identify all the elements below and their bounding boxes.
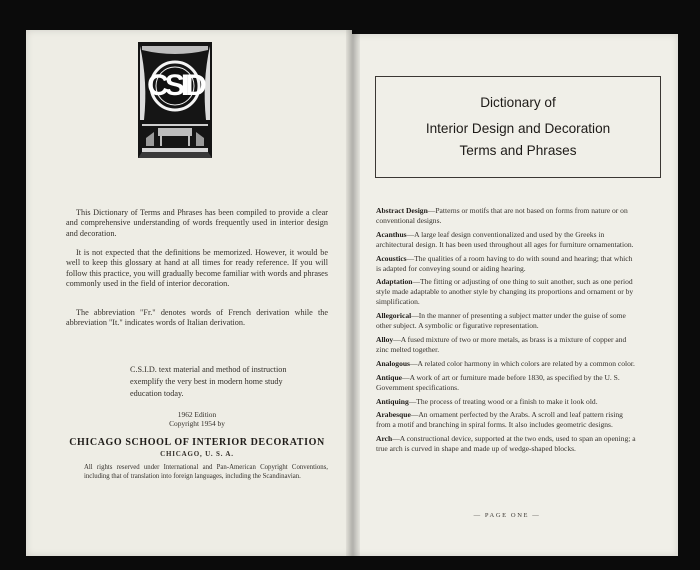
entry-acoustics: Acoustics—The qualities of a room having to do with sound and hearing; that which is adapted for conveying sound or aiding hearing. [376, 253, 633, 273]
logo-letters: CSID [147, 69, 203, 102]
entry-definition: A large leaf design conventionalized and used by the Greeks in architectural design. It has been used throughout all ages for furniture ornamentation. [376, 229, 634, 249]
book-spine [346, 30, 360, 556]
entry-definition: The qualities of a room having to do with sound and hearing; that which is adapted for conveying sound or aiding hearing. [376, 253, 633, 273]
entry-term: Arch [376, 434, 393, 444]
intro-paragraph-1: This Dictionary of Terms and Phrases has been compiled to provide a clear and comprehensive understanding of words frequently used in interior design and decoration. [66, 208, 328, 238]
entry-term: Adaptation [376, 277, 413, 287]
entry-term: Analogous [376, 358, 410, 368]
title-line-1: Dictionary of [480, 95, 556, 110]
edition-year: 1962 Edition [177, 410, 217, 419]
csid-logo [138, 42, 212, 158]
entry-definition: A fused mixture of two or more metals, as brass is a mixture of copper and zinc melted together. [376, 334, 627, 354]
entry-definition: A work of art or furniture made before 1830, as specified by the U. S. Government specifications. [376, 372, 620, 392]
entry-analogous: Analogous—A related color harmony in which colors are related by a common color. [376, 358, 635, 368]
entry-term: Abstract Design [376, 206, 428, 215]
entry-definition: The process of treating wood or a finish to make it look old. [416, 396, 598, 406]
entry-allegorical: Allegorical—In the manner of presenting a subject matter under the guise of some other subject. A symbolic or figurative representation. [376, 311, 626, 331]
entry-antique: Antique—A work of art or furniture made before 1830, as specified by the U. S. Government specifications. [376, 372, 620, 392]
entry-definition: An ornament perfected by the Arabs. A scroll and leaf pattern rising from a motif and branching in spiral forms. It also includes geometric designs. [376, 410, 623, 430]
title-line-2: Interior Design and Decoration [425, 121, 611, 136]
intro-paragraph-2: It is not expected that the definitions be memorized. However, it would be well to keep this glossary at hand at all times for ready reference. If you will follow this practice, you will gradually become familiar with words and phrases commonly used in the field of interior decoration. [66, 248, 328, 289]
entry-term: Allegorical [376, 311, 412, 321]
dictionary-entries [376, 206, 638, 458]
entry-adaptation: Adaptation—The fitting or adjusting of one thing to suit another, such as one period style made adaptable to another style by changing its proportions and ornament or by simplification. [376, 277, 634, 307]
entry-term: Acoustics [376, 253, 407, 263]
entry-definition: A related color harmony in which colors are related by a common color. [417, 358, 635, 368]
entry-term: Alloy [376, 334, 394, 344]
copyright-line: Copyright 1954 by [169, 419, 225, 428]
entry-arch: Arch—A constructional device, supported at the two ends, used to span an opening; a true arch is curved in shape and made up of wedge-shaped blocks. [376, 434, 636, 454]
entry-abstract-design: Abstract Design—Patterns or motifs that are not based on forms from nature or on conventional designs. [376, 206, 628, 225]
entry-term: Arabesque [376, 410, 411, 420]
entry-arabesque: Arabesque—An ornament perfected by the Arabs. A scroll and leaf pattern rising from a motif and branching in spiral forms. It also includes geometric designs. [376, 410, 623, 430]
rights-notice: All rights reserved under International and Pan-American Copyright Conventions, including that of translation into foreign languages, including the Scandinavian. [84, 464, 328, 480]
entry-definition: A constructional device, supported at the two ends, used to span an opening; a true arch is curved in shape and made up of wedge-shaped blocks. [376, 434, 636, 454]
entry-antiquing: Antiquing—The process of treating wood or a finish to make it look old. [376, 396, 598, 406]
entry-term: Antiquing [376, 396, 409, 406]
page-number-label: — PAGE ONE — [473, 512, 541, 519]
entry-term: Acanthus [376, 229, 407, 239]
school-name: CHICAGO SCHOOL OF INTERIOR DECORATION [69, 437, 325, 448]
title-line-3: Terms and Phrases [459, 143, 577, 158]
entry-definition: Patterns or motifs that are not based on forms from nature or on conventional designs. [376, 206, 628, 225]
school-city: CHICAGO, U. S. A. [160, 450, 234, 458]
intro-paragraph-3: The abbreviation "Fr." denotes words of French derivation while the abbreviation "It." indicates words of Italian derivation. [66, 308, 328, 328]
entry-definition: In the manner of presenting a subject matter under the guise of some other subject. A symbolic or figurative representation. [376, 311, 626, 331]
entry-alloy: Alloy—A fused mixture of two or more metals, as brass is a mixture of copper and zinc melted together. [376, 334, 627, 354]
csid-note: C.S.I.D. text material and method of instruction exemplify the very best in modern home study education today. [130, 365, 287, 398]
dictionary-title-box [375, 76, 661, 178]
entry-acanthus: Acanthus—A large leaf design conventionalized and used by the Greeks in architectural design. It has been used throughout all ages for furniture ornamentation. [376, 229, 634, 249]
entry-definition: The fitting or adjusting of one thing to suit another, such as one period style made adaptable to another style by changing its proportions and ornament or by simplification. [376, 277, 634, 307]
entry-term: Antique [376, 372, 403, 382]
edition-info [66, 410, 328, 428]
